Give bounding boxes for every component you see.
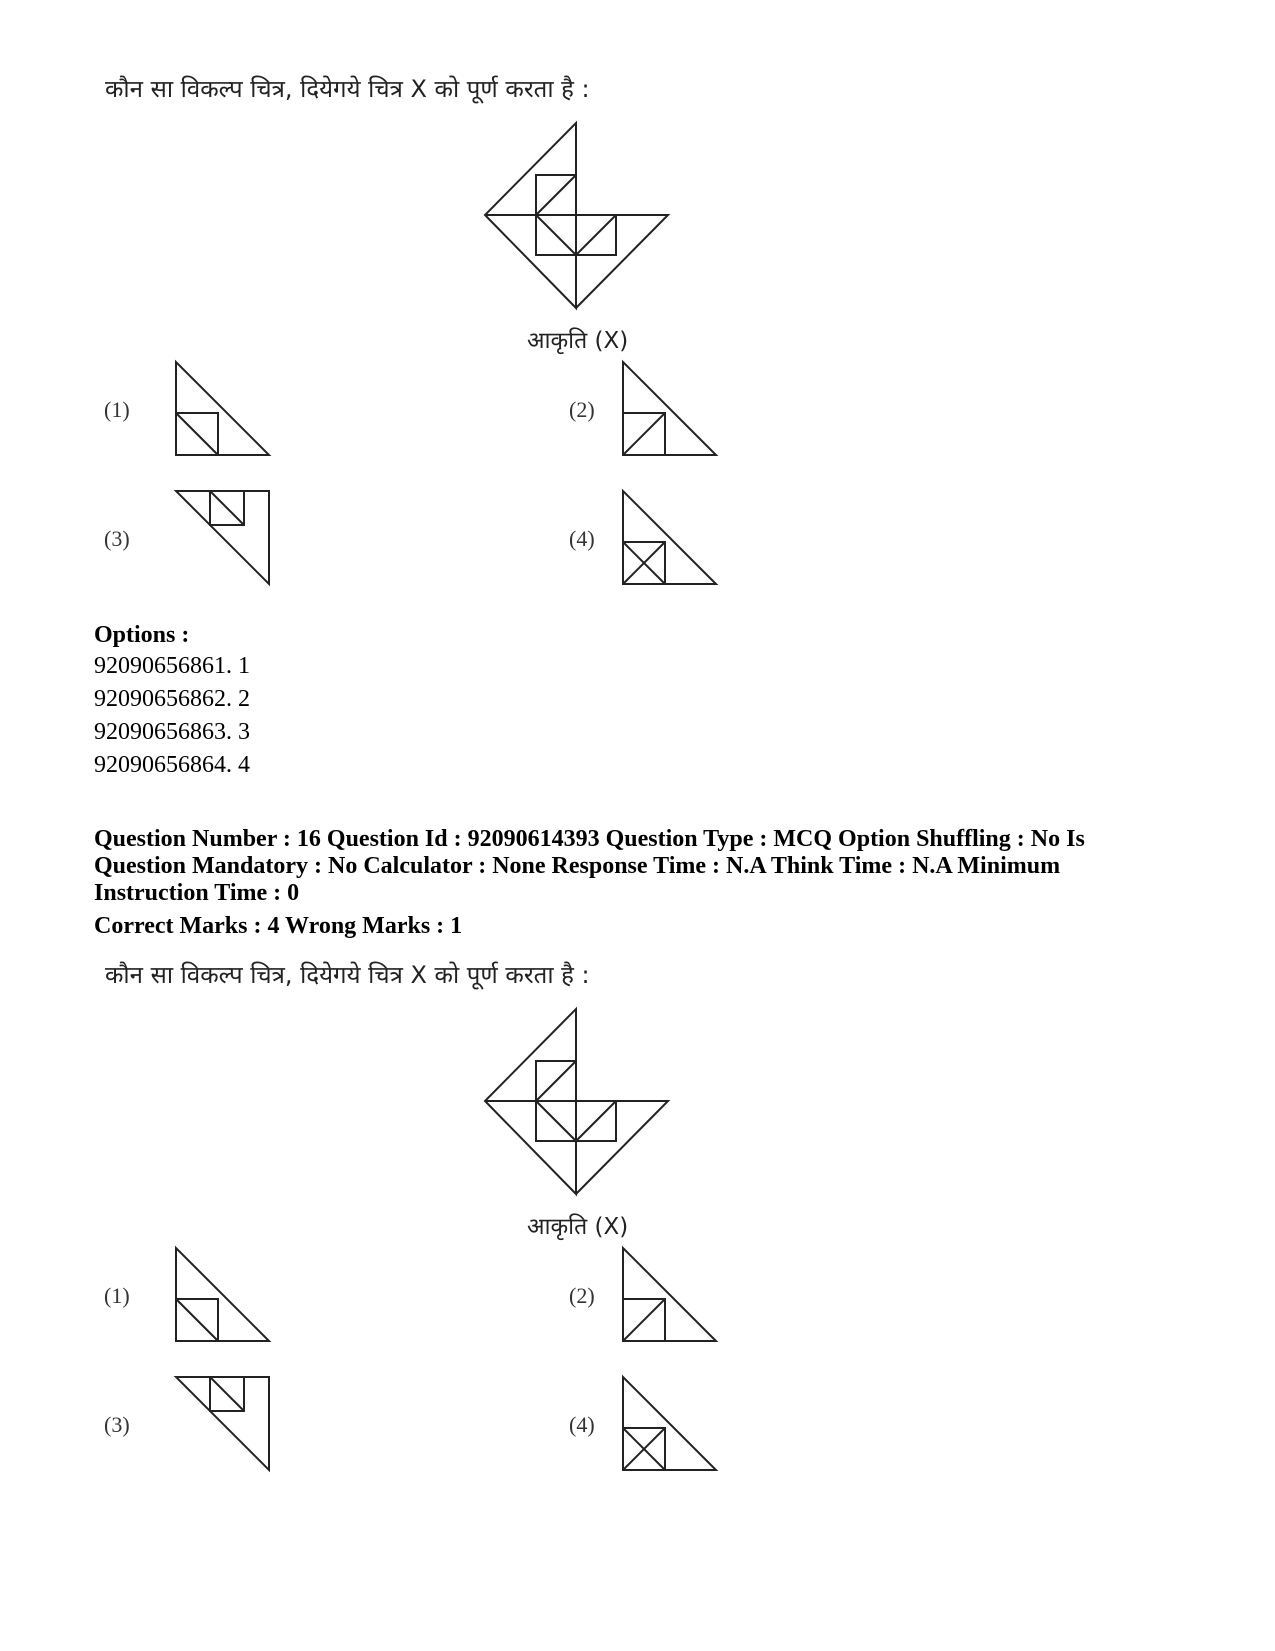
option-figure-2 xyxy=(619,358,721,460)
option-figure-3-b xyxy=(172,1373,274,1475)
option-item-4: 92090656864. 4 xyxy=(94,752,250,778)
option-label-3: (3) xyxy=(104,526,130,551)
option-label-2-b: (2) xyxy=(569,1283,595,1308)
figure-caption: आकृति (X) xyxy=(527,328,629,354)
question-meta xyxy=(94,826,1085,907)
option-figure-4 xyxy=(619,487,721,589)
option-figure-3 xyxy=(172,487,274,589)
option-figure-2-b xyxy=(619,1244,721,1346)
option-label-4: (4) xyxy=(569,526,595,551)
figure-x xyxy=(480,118,680,318)
question-text: कौन सा विकल्प चित्र, दियेगये चित्र X को पूर्ण करता है : xyxy=(105,75,590,103)
option-label-1: (1) xyxy=(104,397,130,422)
question-text-2: कौन सा विकल्प चित्र, दियेगये चित्र X को पूर्ण करता है : xyxy=(105,961,590,989)
options-list xyxy=(94,650,250,782)
option-label-4-b: (4) xyxy=(569,1412,595,1437)
option-label-1-b: (1) xyxy=(104,1283,130,1308)
question-meta-line-1: Question Number : 16 Question Id : 92090614393 Question Type : MCQ Option Shuffling : No Is xyxy=(94,826,1085,852)
figure-caption-2: आकृति (X) xyxy=(527,1214,629,1240)
figure-x-2 xyxy=(480,1004,680,1204)
option-figure-1 xyxy=(172,358,274,460)
option-figure-4-b xyxy=(619,1373,721,1475)
question-meta-line-2: Question Mandatory : No Calculator : None Response Time : N.A Think Time : N.A Minimum xyxy=(94,853,1061,879)
option-item-1: 92090656861. 1 xyxy=(94,653,250,679)
option-item-2: 92090656862. 2 xyxy=(94,686,250,712)
option-item-3: 92090656863. 3 xyxy=(94,719,250,745)
question-meta-line-3: Instruction Time : 0 xyxy=(94,880,300,906)
marks-line: Correct Marks : 4 Wrong Marks : 1 xyxy=(94,913,463,939)
option-figure-1-b xyxy=(172,1244,274,1346)
options-heading: Options : xyxy=(94,622,190,648)
option-label-3-b: (3) xyxy=(104,1412,130,1437)
option-label-2: (2) xyxy=(569,397,595,422)
